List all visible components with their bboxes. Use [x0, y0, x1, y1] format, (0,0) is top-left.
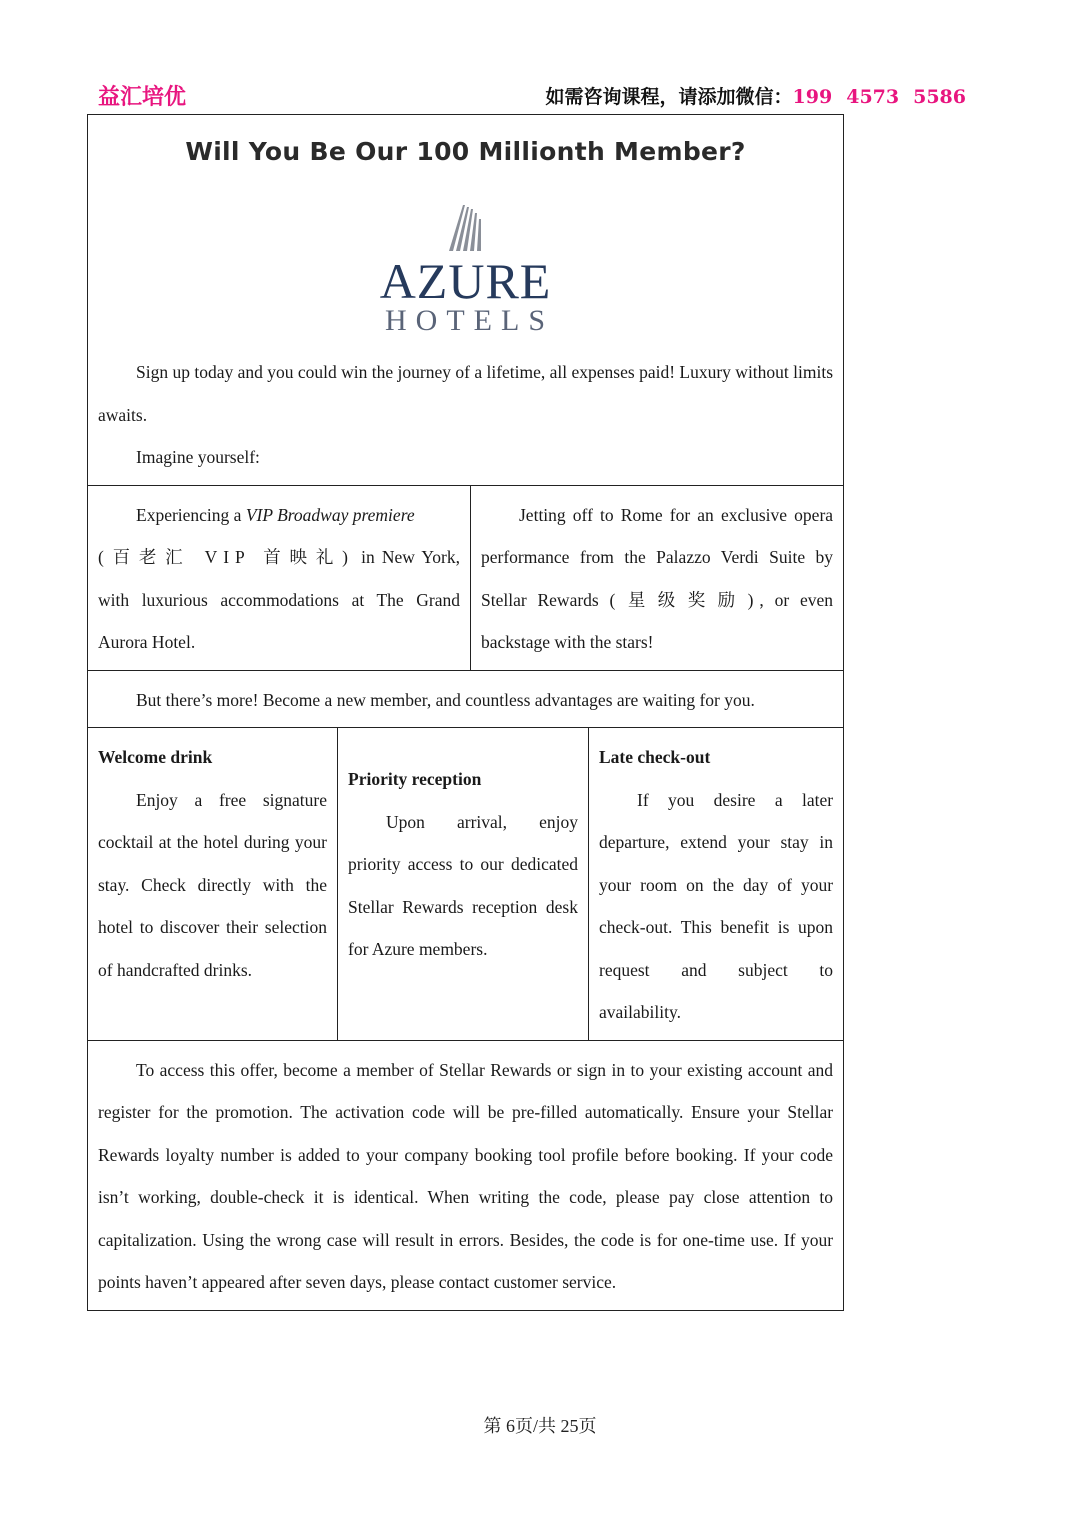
benefit-late-checkout [589, 728, 844, 1041]
benefit-welcome-drink [88, 728, 338, 1041]
flyer-table [87, 114, 844, 1311]
benefit-title: Late check-out [599, 747, 711, 767]
experience-broadway: Experiencing a VIP Broadway premiere (百老汇 VIP 首映礼) in New York, with luxurious accommodations at The Grand Aurora Hotel. [98, 504, 460, 652]
phone-part-2: 4573 [846, 86, 900, 108]
access-paragraph: To access this offer, become a member of Stellar Rewards or sign in to your existing account and register for the promotion. The activation code will be pre-filled automatically. Ensure your Stellar Rewards loyalty number is added to your company booking tool profile before booking. If your code isn’t working, double-check it is identical. When writing the code, please pay close attention to capitalization. Using the wrong case will result in errors. Besides, the code is for one-time use. If your points haven’t appeared after seven days, please contact customer service. [98, 1059, 834, 1292]
phone-part-1: 199 [792, 86, 833, 108]
benefit-body: If you desire a later departure, extend your stay in your room on the day of your check-out. This benefit is upon request and subject to availability. [599, 789, 834, 1022]
contact-label: 如需咨询课程，请添加微信： [545, 86, 793, 108]
page-number: 第 6页/共 25页 [483, 1416, 597, 1436]
benefit-title: Welcome drink [98, 747, 213, 767]
experience-right-cell [471, 485, 844, 670]
phone-part-3: 5586 [913, 86, 966, 108]
benefits-row [88, 728, 844, 1041]
more-row [88, 670, 844, 728]
benefit-priority-reception [338, 728, 589, 1041]
imagine-line: Imagine yourself: [136, 447, 260, 467]
more-cell [88, 670, 844, 728]
benefit-body: Enjoy a free signature cocktail at the hotel during your stay. Check directly with the hotel to discover their selection of handcrafted drinks. [98, 789, 327, 980]
logo-text-hotels: HOTELS [385, 304, 555, 337]
intro-row [88, 115, 844, 486]
contact-line [546, 82, 966, 109]
experiences-row [88, 485, 844, 670]
flyer-title: Will You Be Our 100 Millionth Member? [185, 137, 746, 166]
benefit-body: Upon arrival, enjoy priority access to our dedicated Stellar Rewards reception desk for Azure members. [348, 811, 578, 959]
access-cell [88, 1040, 844, 1310]
intro-paragraph: Sign up today and you could win the journey of a lifetime, all expenses paid! Luxury without limits awaits. [98, 362, 834, 425]
brand-name: 益汇培优 [98, 84, 187, 110]
azure-hotels-logo [366, 205, 566, 337]
logo-text-azure: AZURE [379, 253, 552, 309]
more-line: But there’s more! Become a new member, and countless advantages are waiting for you. [136, 689, 755, 710]
experience-rome: Jetting off to Rome for an exclusive opera performance from the Palazzo Verdi Suite by Stellar Rewards (星级奖励), or even backstage with the stars! [481, 504, 834, 652]
access-row [88, 1040, 844, 1310]
logo-mark-icon [441, 205, 491, 251]
intro-cell [88, 115, 844, 486]
experience-left-cell [88, 485, 471, 670]
benefit-title: Priority reception [348, 769, 482, 789]
